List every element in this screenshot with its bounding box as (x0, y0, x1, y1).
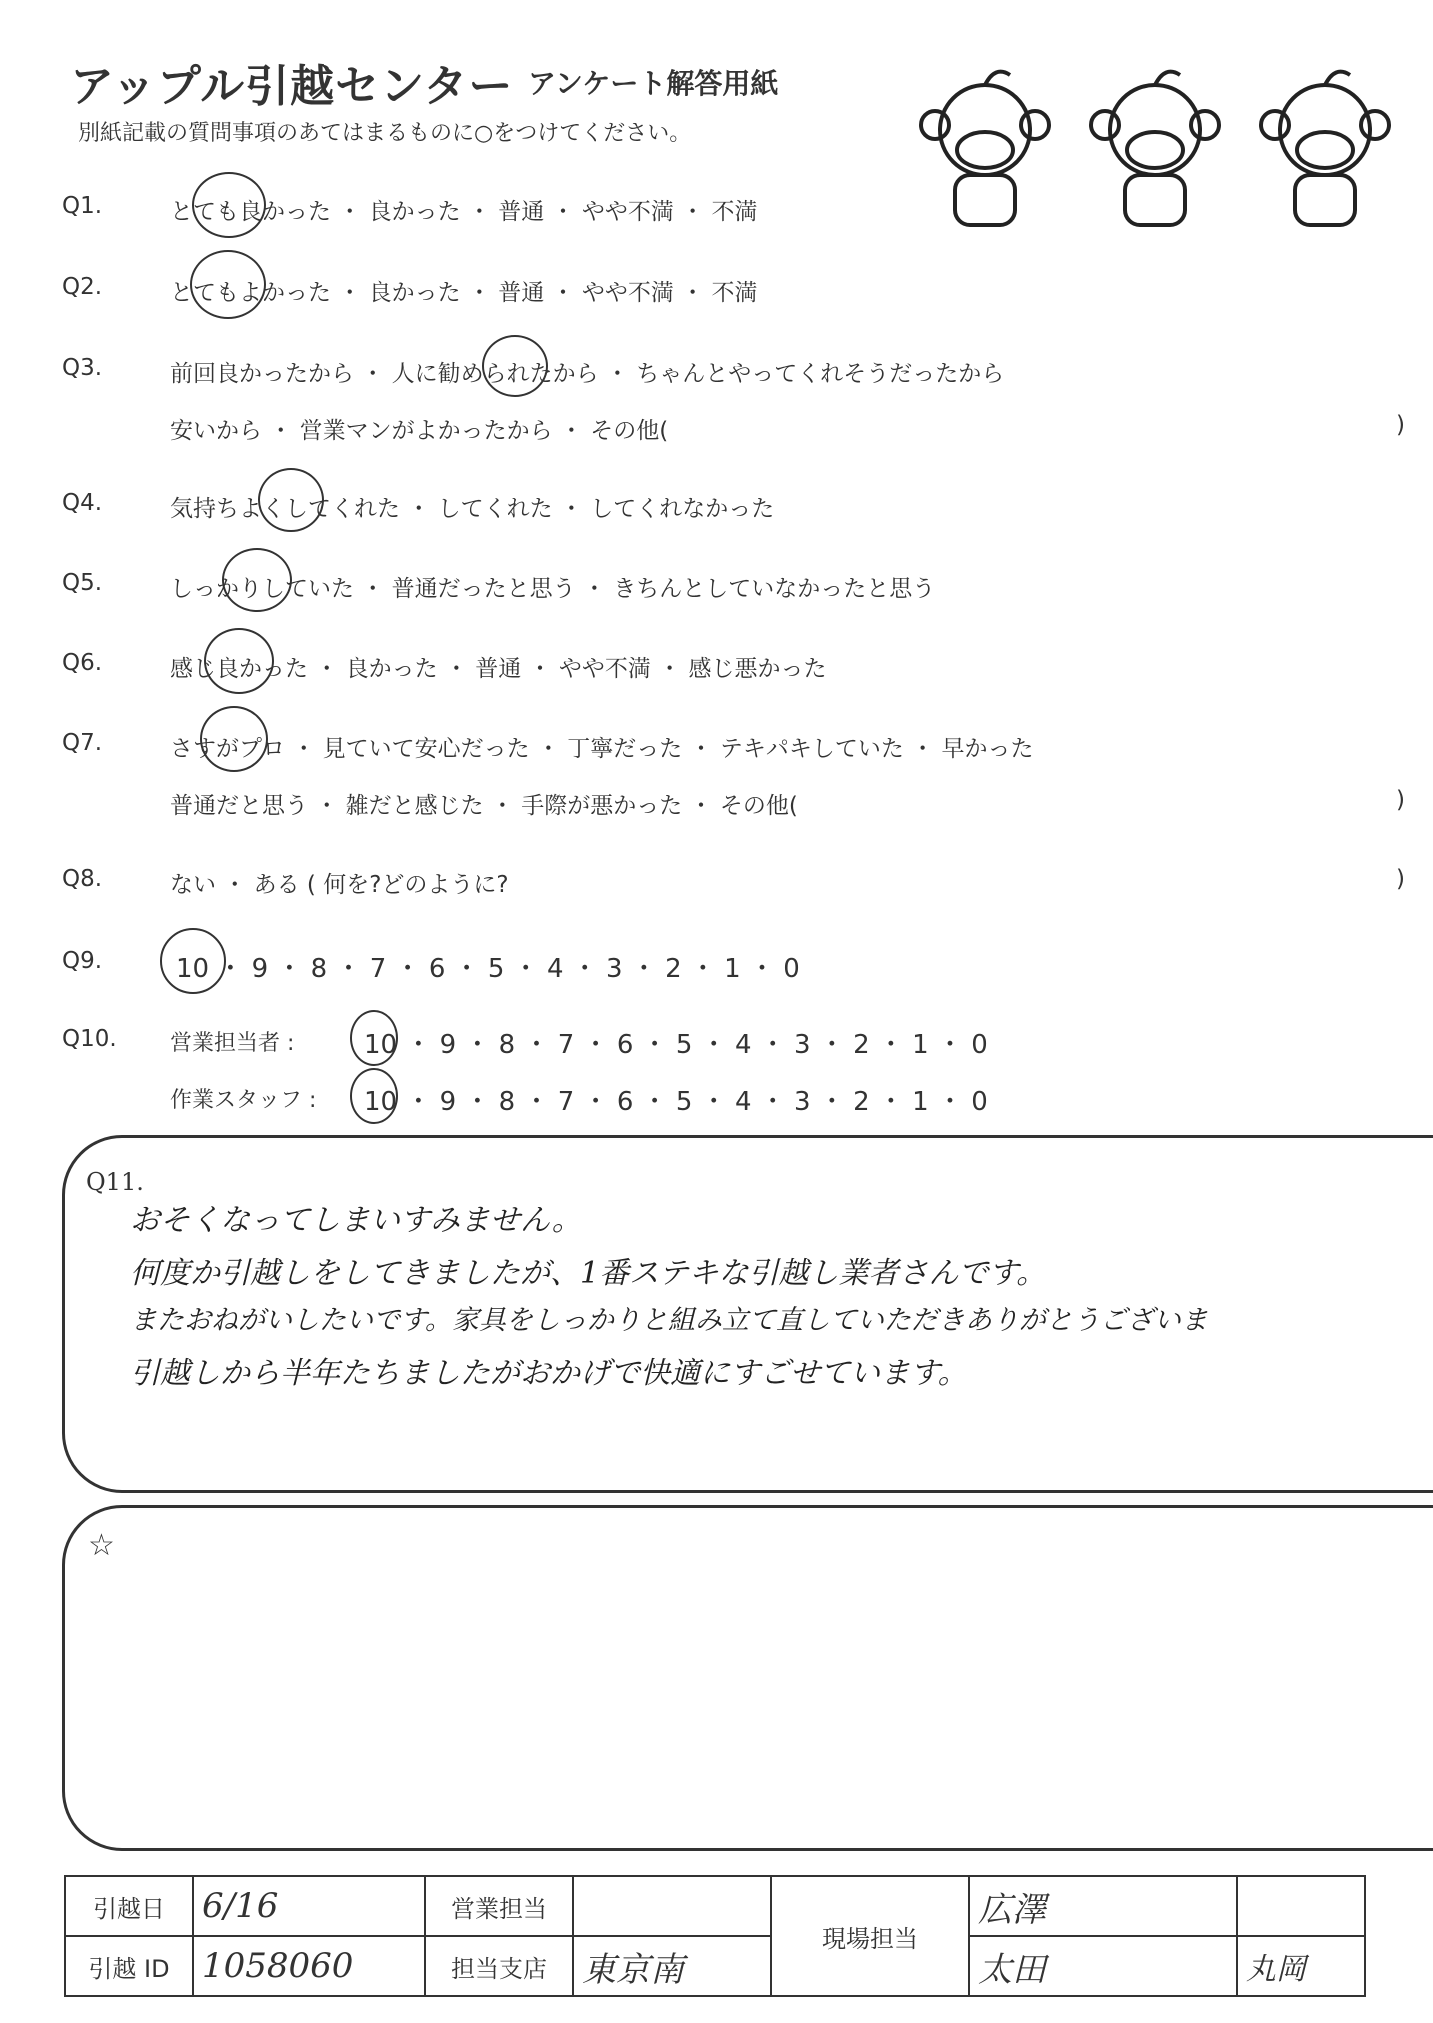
q11-comment-line-3: またおねがいしたいです。家具をしっかりと組み立て直していただきありがとうございま (130, 1305, 1208, 1336)
q5-number: Q5. (62, 570, 103, 596)
instruction-text: 別紙記載の質問事項のあてはまるものに○をつけてください。 (78, 121, 692, 146)
q4-options[interactable]: 気持ちよくしてくれた ・ してくれた ・ してくれなかった (170, 496, 775, 522)
q11-comment-line-1: おそくなってしまいすみません。 (130, 1203, 582, 1238)
q10-number: Q10. (62, 1026, 117, 1052)
q10-staff-label: 作業スタッフ : (170, 1088, 317, 1113)
q7-options[interactable]: さすがプロ ・ 見ていて安心だった ・ 丁寧だった ・ テキパキしていた ・ 早かった (170, 736, 1034, 762)
q6-options[interactable]: 感じ良かった ・ 良かった ・ 普通 ・ やや不満 ・ 感じ悪かった (170, 656, 827, 682)
q4-answer-circle (258, 468, 324, 532)
q9-answer-circle (160, 928, 226, 994)
q3-options-line2[interactable]: 安いから ・ 営業マンがよかったから ・ その他( (170, 418, 669, 444)
move-id-label: 引越 ID (65, 1936, 193, 1996)
q2-number: Q2. (62, 274, 103, 300)
move-date-value[interactable]: 6/16 (193, 1876, 425, 1936)
move-info-table (64, 1875, 1366, 1997)
q5-options[interactable]: しっかりしていた ・ 普通だったと思う ・ きちんとしていなかったと思う (170, 576, 936, 602)
q10-staff-answer-circle (350, 1068, 398, 1124)
q10-sales-answer-circle (350, 1010, 398, 1066)
q2-answer-circle (190, 250, 266, 319)
q11-label: Q11. (86, 1168, 144, 1196)
q3-number: Q3. (62, 355, 103, 381)
q3-answer-circle (482, 335, 548, 397)
q2-options[interactable]: とてもよかった ・ 良かった ・ 普通 ・ やや不満 ・ 不満 (170, 280, 758, 306)
q9-number: Q9. (62, 948, 103, 974)
q7-close-paren: ) (1396, 787, 1405, 813)
q7-number: Q7. (62, 730, 103, 756)
q6-number: Q6. (62, 650, 103, 676)
q8-options[interactable]: ない ・ ある ( 何を?どのように? (170, 872, 509, 898)
q11-comment-line-4: 引越しから半年たちましたがおかげで快適にすごせています。 (130, 1356, 968, 1391)
q1-options[interactable]: とても良かった ・ 良かった ・ 普通 ・ やや不満 ・ 不満 (170, 199, 758, 225)
form-title: アップル引越センター (70, 61, 514, 112)
site-staff-empty-cell[interactable] (1237, 1876, 1365, 1936)
star-icon: ☆ (88, 1528, 115, 1563)
q9-scale[interactable]: 10 ・ 9 ・ 8 ・ 7 ・ 6 ・ 5 ・ 4 ・ 3 ・ 2 ・ 1 ・ 0 (176, 954, 800, 984)
site-staff-3[interactable]: 丸岡 (1237, 1936, 1365, 1996)
sales-rep-value[interactable] (573, 1876, 771, 1936)
q8-close-paren: ) (1396, 866, 1405, 892)
monkey-left-icon (921, 72, 1049, 225)
move-id-value[interactable]: 1058060 (193, 1936, 425, 1996)
q7-options-line2[interactable]: 普通だと思う ・ 雑だと感じた ・ 手際が悪かった ・ その他( (170, 793, 798, 819)
q10-sales-scale[interactable]: 10 ・ 9 ・ 8 ・ 7 ・ 6 ・ 5 ・ 4 ・ 3 ・ 2 ・ 1 ・ 0 (364, 1030, 988, 1060)
q10-staff-scale[interactable]: 10 ・ 9 ・ 8 ・ 7 ・ 6 ・ 5 ・ 4 ・ 3 ・ 2 ・ 1 ・ 0 (364, 1087, 988, 1117)
monkey-mascots-illustration (905, 65, 1405, 235)
sales-rep-label: 営業担当 (425, 1876, 573, 1936)
site-staff-1[interactable]: 広澤 (969, 1876, 1237, 1936)
q10-sales-label: 営業担当者 : (170, 1031, 295, 1056)
q11-comment-line-2: 何度か引越しをしてきましたが、1番ステキな引越し業者さんです。 (130, 1256, 1047, 1291)
monkey-right-icon (1261, 72, 1389, 225)
q1-number: Q1. (62, 193, 103, 219)
branch-value[interactable]: 東京南 (573, 1936, 771, 1996)
q3-options[interactable]: 前回良かったから ・ 人に勧められたから ・ ちゃんとやってくれそうだったから (170, 361, 1005, 387)
q7-answer-circle (200, 706, 268, 772)
q1-answer-circle (192, 172, 266, 238)
site-staff-2[interactable]: 太田 (969, 1936, 1237, 1996)
q3-close-paren: ) (1396, 412, 1405, 438)
branch-label: 担当支店 (425, 1936, 573, 1996)
move-date-label: 引越日 (65, 1876, 193, 1936)
q5-answer-circle (222, 548, 292, 612)
star-comment-box[interactable] (62, 1505, 1433, 1851)
q6-answer-circle (204, 628, 274, 694)
q4-number: Q4. (62, 490, 103, 516)
monkey-middle-icon (1091, 72, 1219, 225)
form-subtitle: アンケート解答用紙 (528, 67, 779, 100)
q8-number: Q8. (62, 866, 103, 892)
site-staff-label: 現場担当 (771, 1876, 969, 1996)
